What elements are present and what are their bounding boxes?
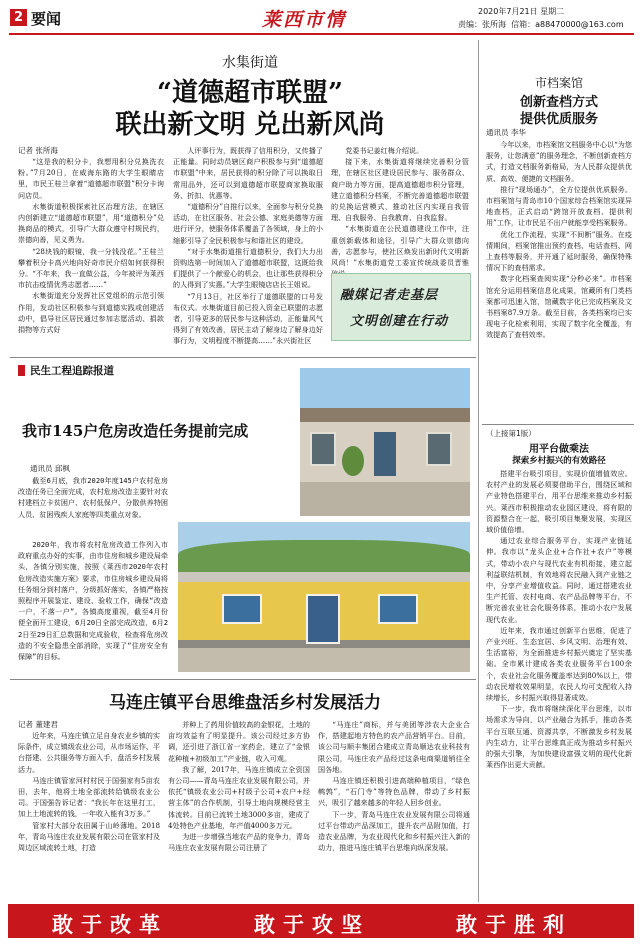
paragraph: “水集街道在公民道德建设工作中，注重创新载体和途径，引导广大群众崇德向善，志愿参与，使社区焕发出新时代文明新风尚！”水集街道党工委宣传统战委员晋雅 [331,224,469,268]
footer-banner [8,904,634,938]
paragraph: “道德积分”自推行以来，全面参与积分兑换活动，在社区服务、社会公德、家庭美德等方面进行评分，使服务体系覆盖了各领域，身上的小缩影引导了全民积极参与和谐社区的建设。 [173,202,323,245]
paragraph: 2020年，我市将农村危房改造工作列入市政府重点办好的实事，由市住房和城乡建设局牵头，各镇分别实施，按照《莱西市2020年农村危房改造实施方案》要求，市住房城乡建设局将任务细分到村落户，分级抓好落实，各镇严格按照程序开展鉴定、建设、验收工作，确保“改造一户，不落一户”。各镇高度重视，截至4月份便全面开工建设，6月20日全部完成改造，6月22日至29日汇总数据和完成验收，检查将危房改造的不安全隐患全部消除，实现了“住房安全有保障”的目标。 [18,540,168,662]
divider-lead [10,357,476,358]
platform-headline-line2: 探索乡村振兴的有效路径 [512,456,606,466]
tag-marker [18,365,25,376]
paragraph: 数字化档案查阅实现“分秒必来”。市档案馆充分运用档案信息化成果，馆藏所有门类档案都可迅速入馆，馆藏数字化已完成档案及文书档案87.9万条。截至目前，各类档案均已实现电子化检索利用，实现了数字化全覆盖，有效提高了查档效率。 [486,274,632,340]
paragraph: 马连庄镇还积极引进高端种植项目，“绿色鹌鹑”，“石门寺”等特色品牌，带动了乡村振兴，吸引了越来越多的年轻人回乡创业。 [318,776,470,808]
footer-slogan-3: 敢于胜利 [456,912,572,937]
platform-headline-line1: 用平台做乘法 [529,444,589,455]
footer-slogan-2: 敢于攻坚 [254,912,370,937]
paragraph: 下一步，青岛马连庄农业发展有限公司将通过平台带动产品深加工，提升农产品附加值，打造农业品牌，为农业现代化和乡村振兴注入新的动力，推进马连庄镇平台思维向纵深发展。 [318,809,470,853]
township-column-1 [18,730,160,896]
lead-byline: 记者 张所海 [18,146,58,155]
housing-body [18,539,168,662]
banner-line-1: 融媒记者走基层 [340,288,439,303]
township-column-2 [168,719,310,896]
masthead [0,0,642,40]
paragraph: 党委书记姜红梅介绍说。 [345,146,424,155]
paragraph: 近年来，马连庄镇立足自身农业乡镇的实际条件，成立镇级农业公司，从市场运作、平台搭建、公共服务等方面入手，盘活乡村发展活力。 [18,731,160,774]
banner-line-2: 文明创建在行动 [350,314,449,329]
section-label: 要闻 [31,10,62,28]
paragraph: 我了解，2017年，马连庄镇成立全资国有公司——青岛马连庄农业发展有限公司，并依托“镇级农业公司+村级子公司+农户+经营主体”的合作机制，引导土地向规模经营主体流转。目前已流转土地3000多亩，建成了4处特色产业基地，年产值4000多万元。 [168,764,310,830]
paragraph: 管家村大部分农田属于山岭薄地。2018年，青岛马连庄农业发展有限公司在管家村及周边区域流转土地，打造 [18,820,160,853]
archives-body [486,139,632,421]
email: 信箱：a88470000@163.com [511,20,624,29]
paragraph: “对于水集街道推行道德积分，我们大力出资购选第一时间加入了道德超市联盟，这既给我们提供了一个献爱心的机会，也让那些获得积分的人得到了实惠。”大学生眼镜店店长王姐说。 [173,246,323,290]
paragraph: 今年以来，市档案馆文档服务中心以“为您服务，让您满意”的服务理念，不断创新查档方式，打造文档服务新格局，为人民群众提供优质、高效、便捷的文档服务。 [486,140,632,183]
date-line: 2020年7月21日 星期二 [478,7,565,16]
housing-headline: 我市145户危房改造任务提前完成 [22,422,249,440]
paragraph: 水集街道积极探索社区治理方法，在辖区内创新建立“道德超市联盟”，用“道德积分”兑换商品的模式，引导广大群众遵守村规民约，崇德向善，见义勇为。 [18,201,164,245]
new-house-ground [178,648,470,672]
divider-right [482,424,634,425]
new-house-window [378,594,418,624]
lead-column-1 [18,156,164,352]
page-number-badge: 2 [10,9,27,26]
new-house-photo [178,522,470,672]
editor-line [458,19,624,30]
lead-kicker: 水集街道 [222,55,278,71]
lead-headline-line1: “道德超市联盟” [157,78,343,108]
old-house-door [374,432,396,476]
footer-slogan-1: 敢于改革 [52,912,168,937]
lead-column-3 [331,145,469,267]
new-house-roof [178,572,470,582]
archives-headline-line2: 提供优质服务 [519,112,598,127]
paragraph: 近年来，我市通过创新平台思维，促进了产业兴旺、生态宜居、乡风文明、治理有效、生活富裕，为全面推进乡村振兴奠定了坚实基础。全市累计建成各类农业服务平台100余个，农业社会化服务覆盖率达到80%以上，带动农民增收效果明显，农民人均可支配收入持续增长，乡村振兴取得显著成效。 [486,625,632,703]
old-house-window [310,432,336,466]
township-byline: 记者 董建君 [18,720,58,729]
paragraph: 水集街道充分发挥社区党组织的示范引领作用，发动社区积极参与到道德实践或创建活动中，倡导社区居民通过参加志愿活动、捐款捐物等方式好 [18,291,164,335]
old-house-roof [300,408,470,422]
paragraph: “7月13日，社区举行了道德联盟的口号发布仪式。水集街道目前已投入资金已联盟的志愿者，引导更多的居民参与这种活动，正能量风气得到了有效改善，居民主动了解身边了解身边好事行为，文明程度不断提高……”永兴街社区 [173,291,323,346]
archives-kicker: 市档案馆 [534,76,583,90]
new-house-window [222,594,262,624]
paragraph: 接下来，水集街道将继续完善积分管理，在辖区社区建设居民参与、服务群众、商户助力等方面，提高道德超市积分管理，建立道德积分档案，不断完善道德超市联盟的兑换运营模式，推动社区内实现自我管理、自我服务、自我教育、自我监督。 [331,157,469,223]
old-house-tree [342,446,364,476]
paragraph: 通过农业综合服务平台，实现产业链延伸。我市以“龙头企业+合作社+农户”等模式，带动小农户与现代农业有机衔接，建立起利益联结机制，有效地将农民融入到产业链之中，分享产业增值收益。同时，通过搭建农业生产托管、农村电商、农产品品牌等平台，不断完善农业社会化服务体系，推动小农户发展现代农业。 [486,536,632,624]
paragraph: 推行“现场通办”，全方位提供优质服务。市档案馆与青岛市10个国家综合档案馆实现异地查档，正式启动“跨馆开放查档、提供利用”工作，让市民足不出户就能享受档案服务。 [486,184,632,228]
paragraph: 人评事行为，既获得了信用积分，又传播了正能量。同时动员辖区商户积极参与到“道德超市联盟”中来，居民获得的积分除了可以换取日常用品外，还可以到道德超市联盟商家换取服务、折扣、优惠等。 [173,146,323,200]
right-column-rule [478,40,479,902]
archives-byline: 通讯员 李华 [486,128,526,137]
lead-headline-line2: 联出新文明 兑出新风尚 [115,110,385,140]
housing-lead [18,475,168,535]
paragraph: “28块钱的眼镜，我一分钱没花。”王桂兰攀着积分卡高兴地向好奇市民介绍如何获得积分。“不年来，我一直做公益，今年被评为莱西市抗击疫情优秀志愿者……” [18,246,164,290]
new-house-trees [178,540,470,576]
paragraph: 优化工作流程，实现“不间断”服务。在疫情期间，档案馆推出预约查档、电话查档、网上查档等服务，并开通了延时服务，确保特殊情况下的查档需求。 [486,229,632,273]
paragraph: 并种上了药用价值较高的金银花，土地的亩均效益有了明显提升。该公司经过多方协调，还引进了浙江省一家药企，建立了“金银花种植+初级加工”产业链，收入可观。 [168,720,310,763]
paragraph: “这是我的积分卡，我想用积分兑换洗衣粉。”7月20日，在威海东路的大学生眼睛店里，市民王桂兰拿着“道德超市联盟”积分卡询问店员。 [18,157,164,200]
paragraph: 下一步，我市将继续深化平台思维，以市场需求为导向，以产业融合为抓手，推动各类平台互联互通、资源共享，不断激发乡村发展内生动力，让平台思维真正成为推动乡村振兴的强大引擎，为加快建设富强文明的现代化新莱西作出更大贡献。 [486,704,632,770]
lead-column-2 [173,145,323,352]
township-headline: 马连庄镇平台思维盘活乡村发展活力 [109,693,381,713]
paragraph: 为进一步增强当地农产品的竞争力，青岛马连庄农业发展有限公司注册了 [168,832,310,853]
paragraph: 马连庄镇管家河村村民于国强家有5亩农田，去年，他将土地全部流转给镇级农业公司。于国强告诉记者：“我长年在这里打工，加上土地流转的钱，一年收入能有3万多。” [18,775,160,819]
paragraph: “马连庄”商标，并与美团等涉农大企业合作，搭建起地方特色的农产品营销平台。目前，该公司与顺丰集团合建成立青岛顺达农业科技有限公司，马连庄农产品经过这条电商渠道销往全国各地。 [318,720,470,774]
platform-body [486,468,632,896]
divider-section2 [10,679,476,680]
editor: 责编：张所海 [458,20,506,29]
archives-headline-line1: 创新查档方式 [519,95,598,110]
masthead-rule [9,33,634,35]
continued-label: （上接第1版） [486,429,536,438]
paragraph: 搭建平台吸引项目，实现价值增值效应。农村产业的发展必须要借助平台，围绕区域和产业特色搭建平台，用平台思维来推动乡村振兴。莱西市积极推动农业园区建设，将有限的资源整合在一起，吸引项目集聚发展，实现区域价值倍增。 [486,469,632,535]
campaign-banner [331,273,471,341]
tag-label: 民生工程追踪报道 [30,365,114,377]
paragraph: 截至6月底，我市2020年度145户农村危房改造任务已全面完成，农村危房改造主要针对农村建档立卡贫困户、农村低保户、分散供养特困人员、贫困残疾人家庭等四类重点对象。 [18,476,168,519]
new-house-door [306,594,340,644]
township-column-3 [318,719,470,896]
old-house-ground [300,482,470,516]
housing-byline: 通讯员 邱枫 [30,464,70,473]
old-house-window [426,432,452,466]
old-house-photo [300,368,470,516]
paper-name: 莱西市情 [262,9,347,31]
